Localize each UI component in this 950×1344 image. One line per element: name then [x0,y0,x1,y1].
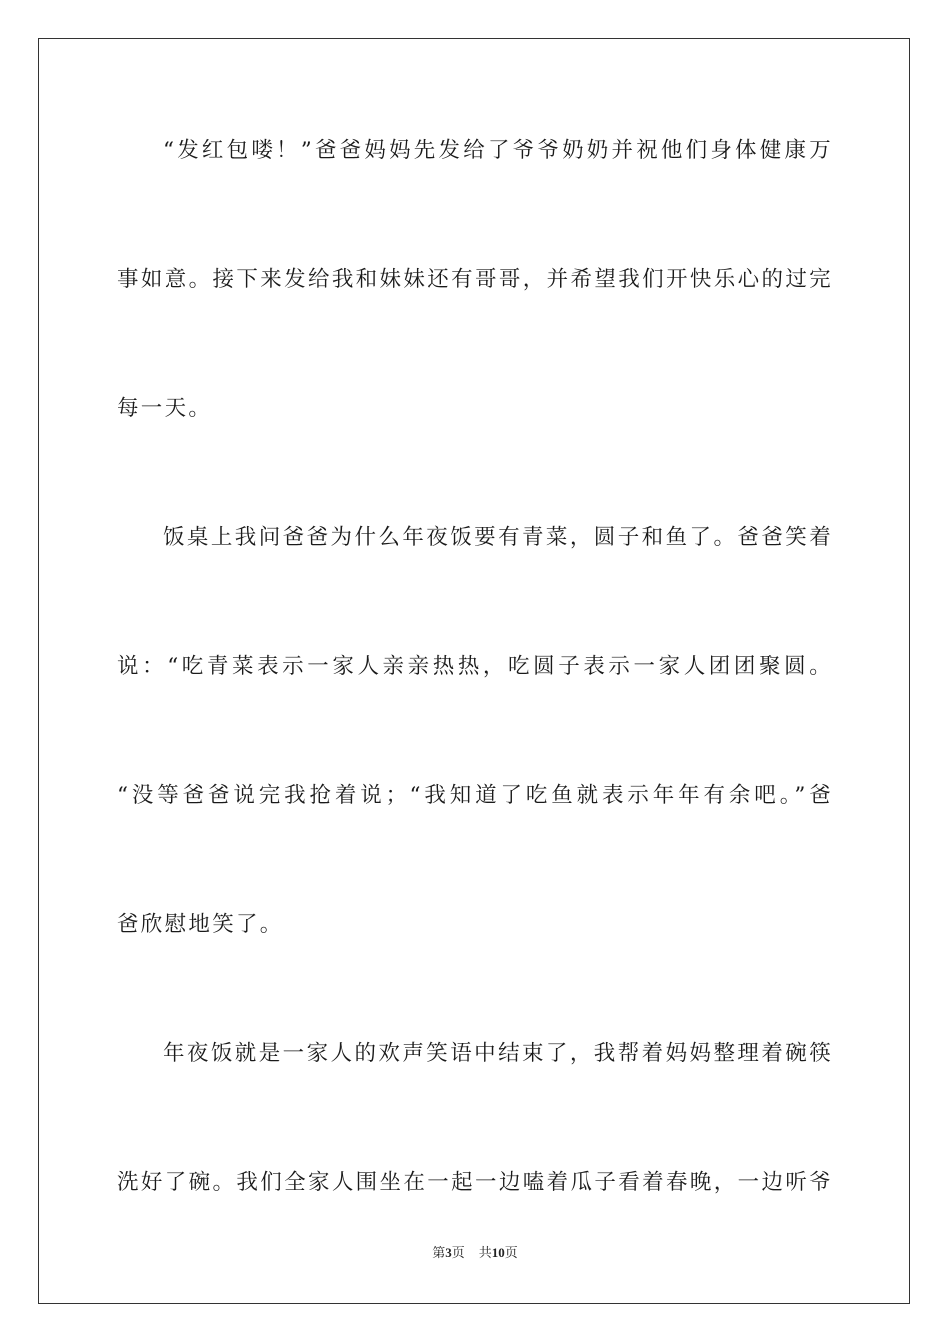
paragraph-line-8: 年夜饭就是一家人的欢声笑语中结束了，我帮着妈妈整理着碗筷 [163,1041,833,1066]
total-prefix: 共 [478,1245,492,1260]
page-suffix: 页 [451,1245,465,1260]
paragraph-line-7: 爸欣慰地笑了。 [117,912,284,937]
paragraph-line-4: 饭桌上我问爸爸为什么年夜饭要有青菜，圆子和鱼了。爸爸笑着 [163,525,833,550]
page-footer [0,1244,950,1262]
total-suffix: 页 [504,1245,518,1260]
paragraph-line-1: “发红包喽！”爸爸妈妈先发给了爷爷奶奶并祝他们身体健康万 [163,138,833,163]
total-pages: 10 [491,1245,505,1260]
paragraph-line-3: 每一天。 [117,396,213,421]
paragraph-line-9: 洗好了碗。我们全家人围坐在一起一边嗑着瓜子看着春晚，一边听爷 [117,1170,833,1195]
paragraph-line-5: 说：“吃青菜表示一家人亲亲热热，吃圆子表示一家人团团聚圆。 [117,654,833,679]
paragraph-line-2: 事如意。接下来发给我和妹妹还有哥哥，并希望我们开快乐心的过完 [117,267,833,292]
page-prefix: 第 [432,1245,446,1260]
paragraph-line-6: “没等爸爸说完我抢着说；“我知道了吃鱼就表示年年有余吧。”爸 [117,783,833,808]
page-number: 3 [445,1245,452,1260]
